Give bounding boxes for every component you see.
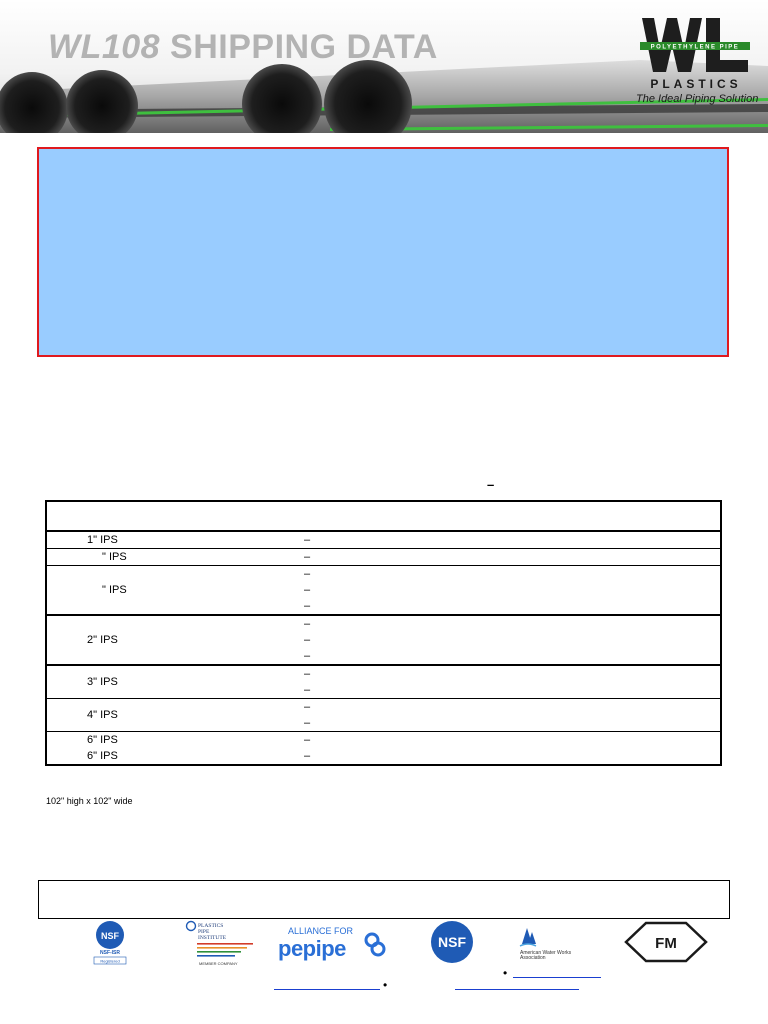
- ppi-title-3: INSTITUTE: [198, 935, 227, 941]
- value-cell: [304, 699, 721, 732]
- value-cell: [304, 566, 721, 616]
- footer-bullet: •: [383, 978, 388, 992]
- size-cell: 4" IPS: [87, 709, 118, 721]
- footer-link[interactable]: [455, 989, 579, 990]
- ppi-member: MEMBER COMPANY: [199, 961, 238, 966]
- notice-box: [37, 147, 729, 357]
- nsf-isr-sub: Registered: [100, 958, 120, 964]
- value-dash: –: [304, 551, 311, 563]
- logo-brand: PLASTICS: [650, 77, 742, 91]
- nsf-isr-label: NSF-ISR: [100, 950, 120, 956]
- value-cell: [304, 748, 721, 765]
- nsf-isr-mark: NSF: [101, 931, 119, 941]
- awwa-line2: Association: [520, 955, 546, 960]
- value-dash: –: [304, 618, 311, 630]
- value-dash: –: [304, 750, 311, 762]
- page-title: [48, 28, 438, 67]
- table-header-row: [46, 501, 721, 531]
- table-row: [46, 665, 721, 699]
- value-dash: –: [304, 668, 311, 680]
- size-cell: 6" IPS: [87, 750, 118, 762]
- title-text: SHIPPING DATA: [170, 28, 438, 66]
- value-cell: [304, 615, 721, 665]
- value-dash: –: [304, 534, 311, 546]
- nsf-isr-logo: [90, 920, 130, 966]
- value-dash: –: [304, 717, 311, 729]
- value-dash: –: [304, 701, 311, 713]
- size-cell: 2" IPS: [87, 634, 118, 646]
- size-cell: 6" IPS: [87, 734, 118, 746]
- table-header-cell: [46, 501, 721, 531]
- ppi-title-2: PIPE: [198, 929, 210, 935]
- table-row: [46, 549, 721, 566]
- value-cell: [304, 732, 721, 749]
- value-dash: –: [304, 600, 311, 612]
- heading-dash: –: [487, 477, 495, 492]
- value-cell: [304, 549, 721, 566]
- value-dash: –: [304, 650, 311, 662]
- alliance-top: ALLIANCE FOR: [288, 926, 354, 936]
- value-dash: –: [304, 684, 311, 696]
- alliance-brand: pepipe: [278, 936, 346, 961]
- logo-tagline: The Ideal Piping Solution: [636, 93, 759, 105]
- table-row: [46, 615, 721, 665]
- awwa-line1: American Water Works: [520, 950, 572, 956]
- nsf-logo: [430, 920, 474, 964]
- nsf-mark: NSF: [438, 934, 466, 950]
- table-row: [46, 566, 721, 616]
- value-dash: –: [304, 568, 311, 580]
- fm-approved-logo: [622, 920, 710, 964]
- value-dash: –: [304, 584, 311, 596]
- size-cell: " IPS: [102, 551, 127, 563]
- footer-link[interactable]: [274, 989, 380, 990]
- table-row: [46, 531, 721, 549]
- footnote: 102" high x 102" wide: [46, 796, 133, 806]
- shipping-table: [45, 500, 722, 766]
- value-dash: –: [304, 734, 311, 746]
- alliance-pe-pipe-logo: [276, 924, 390, 962]
- value-dash: –: [304, 634, 311, 646]
- footer-link[interactable]: [513, 977, 601, 978]
- footer-bullet: •: [503, 966, 508, 980]
- value-cell: [304, 531, 721, 549]
- value-cell: [304, 665, 721, 699]
- awwa-logo: [518, 924, 584, 960]
- size-cell: 3" IPS: [87, 676, 118, 688]
- ppi-title-1: PLASTICS: [198, 923, 224, 929]
- header-banner: [0, 0, 768, 133]
- title-model: WL108: [48, 28, 161, 66]
- table-row: [46, 732, 721, 749]
- size-cell: " IPS: [102, 584, 127, 596]
- ppi-logo: [185, 920, 257, 968]
- fm-mark: FM: [655, 935, 677, 952]
- footer-box: [38, 880, 730, 919]
- table-row: [46, 699, 721, 732]
- logo-strip-text: POLYETHYLENE PIPE: [650, 44, 740, 51]
- size-cell: 1" IPS: [87, 534, 118, 546]
- table-row: [46, 748, 721, 765]
